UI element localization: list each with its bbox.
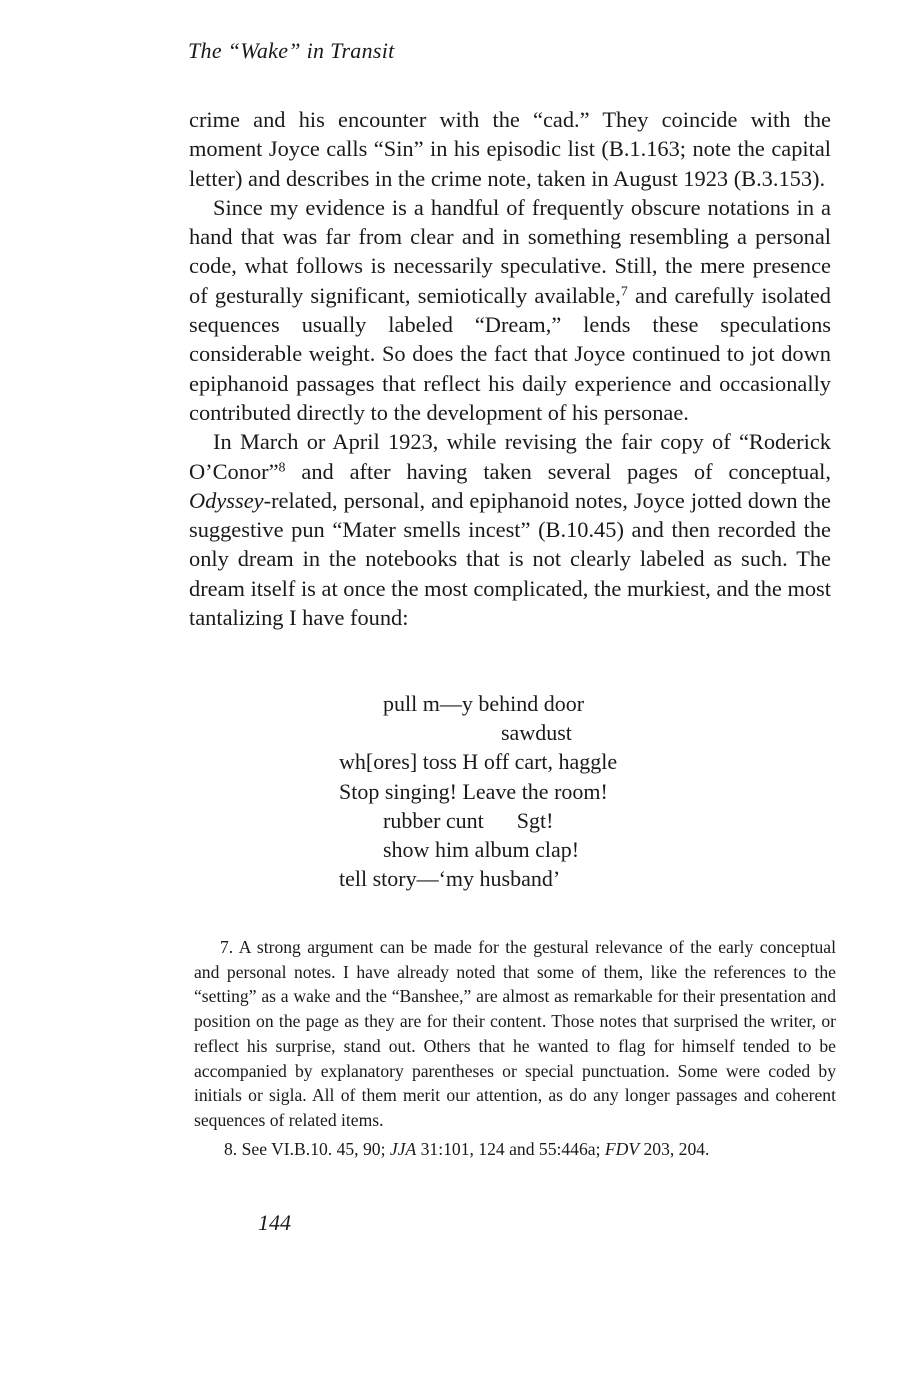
- paragraph-2: [189, 193, 831, 427]
- dream-line-4: Stop singing! Leave the room!: [339, 779, 608, 804]
- body-text: [189, 105, 831, 632]
- footnote-8: [194, 1137, 836, 1162]
- paragraph-3-text-a: In March or April 1923, while revising the fair copy of “Roderick O’Conor”: [189, 429, 831, 484]
- dream-line-3: wh[ores] toss H off cart, haggle: [339, 749, 618, 774]
- paragraph-2-text-a: Since my evidence is a handful of frequently obscure notations in a hand that was far from clear and in something resembling a personal code, what follows is necessarily speculative. Still, the mere presence of gesturally significant, semiotically available,: [189, 194, 831, 308]
- footnote-8-number: 8.: [224, 1138, 238, 1159]
- dream-line-5: rubber cunt Sgt!: [383, 808, 554, 833]
- footnote-8-jja: JJA: [389, 1138, 417, 1159]
- dream-line-6: show him album clap!: [383, 837, 580, 862]
- paragraph-1: [189, 105, 831, 193]
- footnote-7-text: A strong argument can be made for the gestural relevance of the early conceptual and personal notes. I have already noted that some of them, like the references to the “setting” as a wake and the “Banshee,” are almost as remarkable for their presentation and position on the page as they are for their content. Those notes that surprised the writer, or reflect his surprise, stand out. Others that he wanted to flag for himself tended to be accompanied by explanatory parentheses or special punctuation. Some were coded by initials or sigla. All of them merit our attention, as do any longer passages and coherent sequences of related items.: [194, 937, 836, 1130]
- footnote-7-number: 7.: [220, 937, 234, 957]
- footnote-8-text-b: 31:101, 124 and 55:446a;: [416, 1138, 605, 1159]
- paragraph-1-text: crime and his encounter with the “cad.” They coincide with the moment Joyce calls “Sin” in his episodic list (B.1.163; note the capital letter) and describes in the crime note, taken in August 1923 (B.3.153).: [189, 107, 831, 191]
- note-ref-8[interactable]: 8: [278, 459, 286, 475]
- dream-line-7: tell story—‘my husband’: [339, 866, 561, 891]
- footnote-7: [194, 935, 836, 1133]
- footnotes: [194, 935, 836, 1161]
- footnote-8-text-a: See VI.B.10. 45, 90;: [241, 1138, 390, 1159]
- paragraph-3-italic-title: Odyssey: [189, 487, 264, 513]
- dream-line-2: sawdust: [501, 720, 572, 745]
- paragraph-3-text-c: -related, personal, and epiphanoid notes, Joyce jotted down the suggestive pun “Mater smells incest” (B.10.45) and then recorded the only dream in the notebooks that is not clearly labeled as such. The dream itself is at once the most complicated, the murkiest, and the most tantalizing I have found:: [189, 487, 831, 631]
- note-ref-7[interactable]: 7: [620, 284, 628, 300]
- page-number: 144: [258, 1210, 291, 1235]
- footnote-8-fdv: FDV: [604, 1138, 640, 1159]
- running-head: The “Wake” in Transit: [188, 38, 395, 63]
- paragraph-3-text-b: and after having taken several pages of conceptual,: [285, 458, 831, 484]
- paragraph-3: [189, 427, 831, 632]
- footnote-8-text-c: 203, 204.: [639, 1138, 710, 1159]
- paragraph-2-text-b: and carefully isolated sequences usually labeled “Dream,” lends these speculations considerable weight. So does the fact that Joyce continued to jot down epiphanoid passages that reflect his daily experience and occasionally contributed directly to the development of his personae.: [189, 282, 831, 425]
- dream-line-1: pull m—y behind door: [383, 691, 585, 716]
